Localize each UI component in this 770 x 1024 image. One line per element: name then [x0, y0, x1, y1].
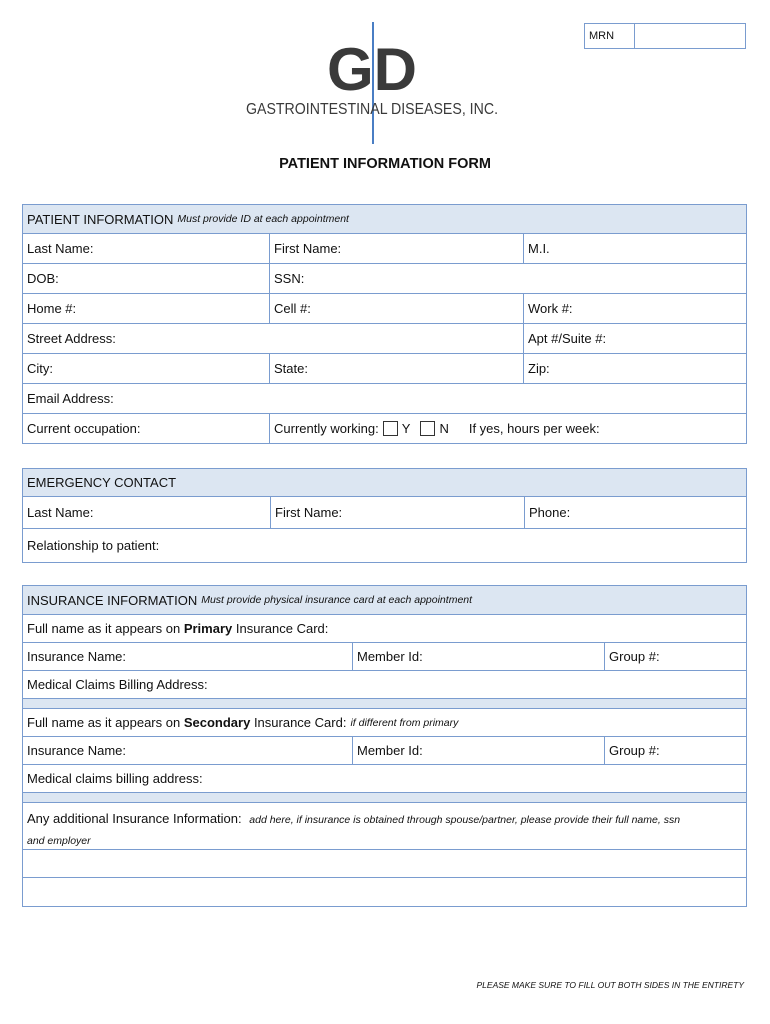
emergency-header: EMERGENCY CONTACT	[27, 475, 177, 490]
logo-company: GASTROINTESTINAL DISEASES, INC.	[246, 101, 498, 118]
insurance-header: INSURANCE INFORMATION	[27, 592, 198, 608]
cell-phone-field[interactable]: Cell #:	[270, 294, 524, 323]
email-field[interactable]: Email Address:	[27, 391, 114, 406]
city-field[interactable]: City:	[23, 354, 270, 383]
patient-info-section	[22, 204, 747, 444]
ec-phone-field[interactable]: Phone:	[529, 505, 571, 520]
mrn-box	[584, 23, 746, 49]
ec-last-name-field[interactable]: Last Name:	[23, 497, 271, 528]
logo-letters: GD	[327, 36, 417, 103]
state-field[interactable]: State:	[270, 354, 524, 383]
work-phone-field[interactable]: Work #:	[528, 301, 573, 316]
occupation-field[interactable]: Current occupation:	[23, 414, 270, 443]
additional-insurance-field[interactable]: Any additional Insurance Information: add here, if insurance is obtained through spouse/partner, please provide their full name, ssn and employer	[27, 811, 681, 847]
secondary-member-id-field[interactable]: Member Id:	[353, 737, 605, 764]
ec-first-name-field[interactable]: First Name:	[271, 497, 525, 528]
patient-header-note: Must provide ID at each appointment	[177, 213, 349, 225]
primary-group-field[interactable]: Group #:	[609, 649, 660, 664]
secondary-claims-address-field[interactable]: Medical claims billing address:	[27, 771, 203, 786]
hours-per-week-label: If yes, hours per week:	[468, 421, 600, 436]
insurance-section	[22, 585, 747, 907]
mrn-label: MRN	[585, 24, 635, 48]
spacer-row	[23, 699, 746, 709]
secondary-card-name-field[interactable]: Full name as it appears on Secondary Insurance Card: if different from primary	[27, 715, 459, 730]
working-yes-checkbox[interactable]	[383, 421, 398, 436]
spacer-row	[23, 793, 746, 803]
secondary-insurance-name-field[interactable]: Insurance Name:	[23, 737, 353, 764]
primary-member-id-field[interactable]: Member Id:	[353, 643, 605, 670]
mi-field[interactable]: M.I.	[528, 241, 550, 256]
last-name-field[interactable]: Last Name:	[23, 234, 270, 263]
page-title: PATIENT INFORMATION FORM	[279, 156, 491, 172]
zip-field[interactable]: Zip:	[528, 361, 550, 376]
street-address-field[interactable]: Street Address:	[23, 324, 524, 353]
patient-header: PATIENT INFORMATION	[27, 211, 174, 227]
apt-suite-field[interactable]: Apt #/Suite #:	[528, 331, 607, 346]
currently-working-field: Currently working: Y N If yes, hours per week:	[274, 421, 600, 436]
ec-relationship-field[interactable]: Relationship to patient:	[27, 538, 160, 553]
dob-field[interactable]: DOB:	[23, 264, 270, 293]
additional-line-1[interactable]	[23, 850, 746, 877]
primary-claims-address-field[interactable]: Medical Claims Billing Address:	[27, 677, 208, 692]
primary-card-name-field[interactable]: Full name as it appears on Primary Insurance Card:	[27, 621, 329, 636]
emergency-contact-section	[22, 468, 747, 563]
secondary-group-field[interactable]: Group #:	[609, 743, 660, 758]
company-logo	[244, 22, 504, 146]
home-phone-field[interactable]: Home #:	[23, 294, 270, 323]
insurance-header-note: Must provide physical insurance card at each appointment	[201, 594, 473, 606]
additional-line-2[interactable]	[23, 878, 746, 906]
mrn-field[interactable]	[635, 24, 745, 48]
ssn-field[interactable]: SSN:	[274, 271, 305, 286]
working-no-checkbox[interactable]	[420, 421, 435, 436]
primary-insurance-name-field[interactable]: Insurance Name:	[23, 643, 353, 670]
footer-note: PLEASE MAKE SURE TO FILL OUT BOTH SIDES IN THE ENTIRETY	[476, 980, 744, 990]
first-name-field[interactable]: First Name:	[270, 234, 524, 263]
